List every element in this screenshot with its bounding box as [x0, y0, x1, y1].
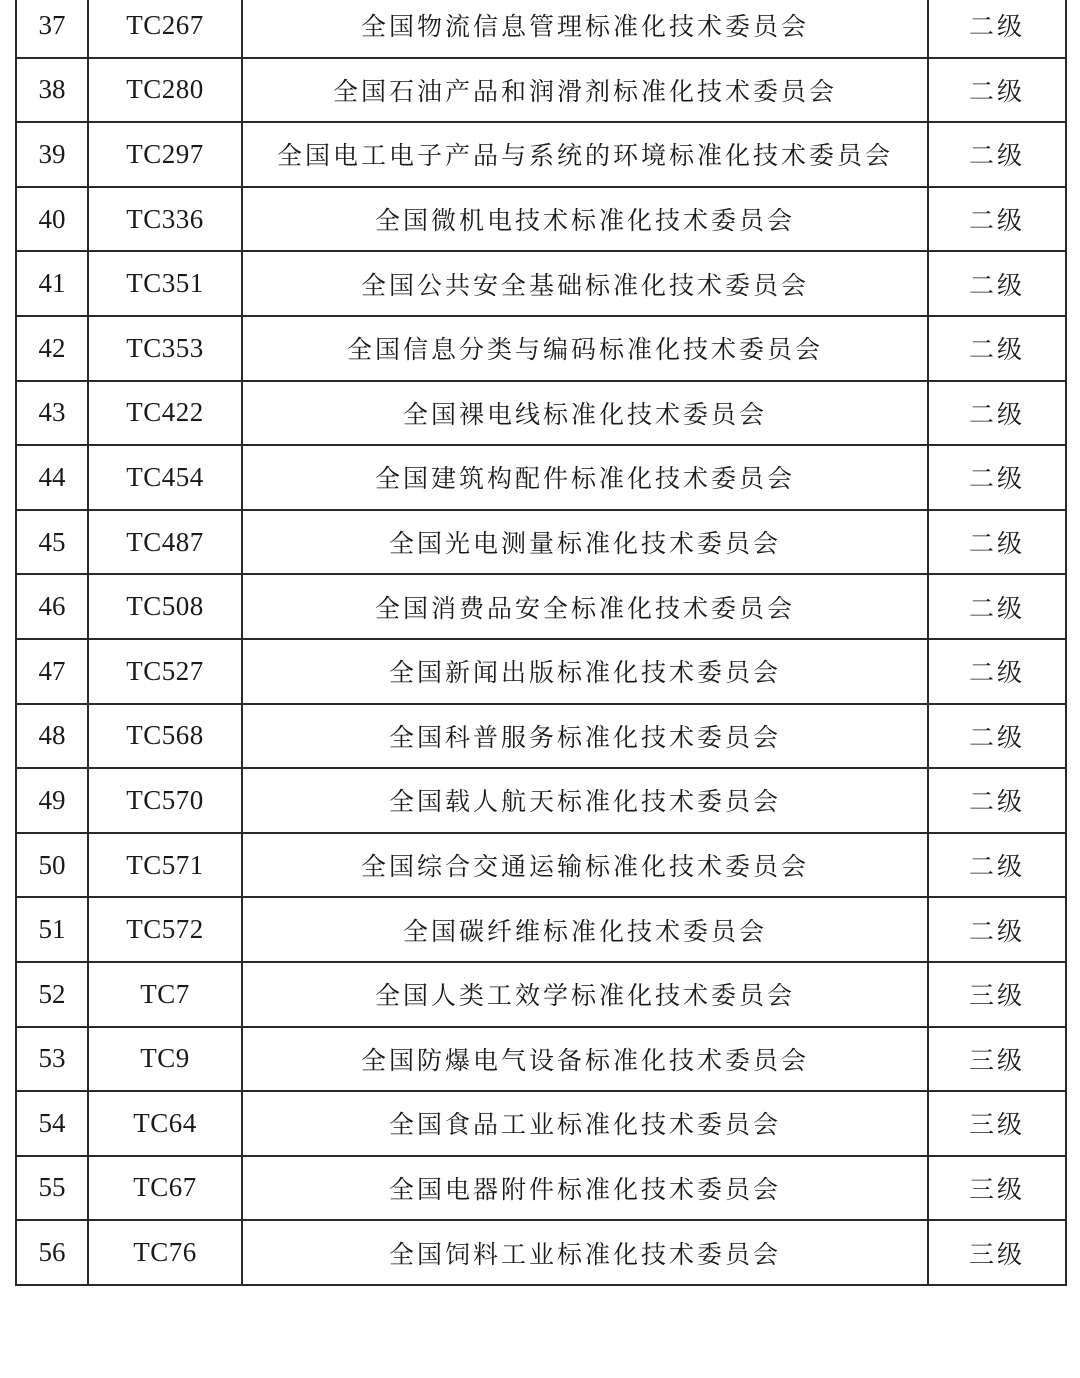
row-number-cell: 46 [16, 574, 88, 639]
committee-code-cell: TC351 [88, 251, 242, 316]
table-row [16, 1027, 1066, 1092]
table-row [16, 1156, 1066, 1221]
committee-level-cell: 二级 [928, 704, 1066, 769]
committee-code-cell: TC297 [88, 122, 242, 187]
committee-level-cell: 二级 [928, 445, 1066, 510]
committee-level-cell: 二级 [928, 833, 1066, 898]
committee-code-cell: TC571 [88, 833, 242, 898]
committee-name-cell: 全国碳纤维标准化技术委员会 [242, 897, 928, 962]
table-row [16, 316, 1066, 381]
table-row [16, 1220, 1066, 1285]
committee-name-cell: 全国建筑构配件标准化技术委员会 [242, 445, 928, 510]
committee-level-cell: 二级 [928, 510, 1066, 575]
committee-code-cell: TC568 [88, 704, 242, 769]
table-row [16, 1091, 1066, 1156]
committee-code-cell: TC7 [88, 962, 242, 1027]
table-row [16, 510, 1066, 575]
table-row [16, 187, 1066, 252]
row-number-cell: 47 [16, 639, 88, 704]
row-number-cell: 42 [16, 316, 88, 381]
committee-code-cell: TC76 [88, 1220, 242, 1285]
committee-code-cell: TC64 [88, 1091, 242, 1156]
committee-name-cell: 全国消费品安全标准化技术委员会 [242, 574, 928, 639]
committee-level-cell: 二级 [928, 381, 1066, 446]
committee-code-cell: TC487 [88, 510, 242, 575]
row-number-cell: 39 [16, 122, 88, 187]
committee-name-cell: 全国人类工效学标准化技术委员会 [242, 962, 928, 1027]
committee-name-cell: 全国电工电子产品与系统的环境标准化技术委员会 [242, 122, 928, 187]
committee-code-cell: TC570 [88, 768, 242, 833]
committee-code-cell: TC336 [88, 187, 242, 252]
committee-code-cell: TC422 [88, 381, 242, 446]
table-row [16, 639, 1066, 704]
committee-name-cell: 全国饲料工业标准化技术委员会 [242, 1220, 928, 1285]
committee-code-cell: TC280 [88, 58, 242, 123]
committee-code-cell: TC527 [88, 639, 242, 704]
table-row [16, 962, 1066, 1027]
row-number-cell: 44 [16, 445, 88, 510]
committee-name-cell: 全国物流信息管理标准化技术委员会 [242, 0, 928, 58]
table-row [16, 704, 1066, 769]
committee-level-cell: 三级 [928, 1156, 1066, 1221]
committee-level-cell: 二级 [928, 768, 1066, 833]
committee-name-cell: 全国防爆电气设备标准化技术委员会 [242, 1027, 928, 1092]
row-number-cell: 37 [16, 0, 88, 58]
committee-code-cell: TC508 [88, 574, 242, 639]
committee-name-cell: 全国载人航天标准化技术委员会 [242, 768, 928, 833]
committee-level-cell: 二级 [928, 639, 1066, 704]
row-number-cell: 45 [16, 510, 88, 575]
table-row [16, 0, 1066, 58]
table-row [16, 445, 1066, 510]
row-number-cell: 53 [16, 1027, 88, 1092]
committee-name-cell: 全国公共安全基础标准化技术委员会 [242, 251, 928, 316]
committee-level-cell: 三级 [928, 962, 1066, 1027]
committee-name-cell: 全国科普服务标准化技术委员会 [242, 704, 928, 769]
row-number-cell: 43 [16, 381, 88, 446]
committee-code-cell: TC353 [88, 316, 242, 381]
committee-code-cell: TC9 [88, 1027, 242, 1092]
table-row [16, 897, 1066, 962]
table-row [16, 574, 1066, 639]
committee-level-cell: 三级 [928, 1220, 1066, 1285]
row-number-cell: 54 [16, 1091, 88, 1156]
row-number-cell: 56 [16, 1220, 88, 1285]
row-number-cell: 55 [16, 1156, 88, 1221]
row-number-cell: 41 [16, 251, 88, 316]
document-page [15, 0, 1065, 1286]
table-row [16, 122, 1066, 187]
committee-name-cell: 全国综合交通运输标准化技术委员会 [242, 833, 928, 898]
committee-level-cell: 三级 [928, 1091, 1066, 1156]
committee-level-cell: 三级 [928, 1027, 1066, 1092]
row-number-cell: 48 [16, 704, 88, 769]
committee-name-cell: 全国新闻出版标准化技术委员会 [242, 639, 928, 704]
committee-code-cell: TC572 [88, 897, 242, 962]
committee-level-cell: 二级 [928, 58, 1066, 123]
committee-code-cell: TC267 [88, 0, 242, 58]
committee-code-cell: TC454 [88, 445, 242, 510]
committee-level-cell: 二级 [928, 122, 1066, 187]
table-row [16, 251, 1066, 316]
row-number-cell: 49 [16, 768, 88, 833]
row-number-cell: 38 [16, 58, 88, 123]
committee-name-cell: 全国微机电技术标准化技术委员会 [242, 187, 928, 252]
committee-code-cell: TC67 [88, 1156, 242, 1221]
committee-level-cell: 二级 [928, 187, 1066, 252]
committee-level-cell: 二级 [928, 0, 1066, 58]
committee-level-cell: 二级 [928, 316, 1066, 381]
committee-table-body [16, 0, 1066, 1285]
committee-name-cell: 全国石油产品和润滑剂标准化技术委员会 [242, 58, 928, 123]
committee-name-cell: 全国光电测量标准化技术委员会 [242, 510, 928, 575]
table-row [16, 381, 1066, 446]
committee-table [15, 0, 1067, 1286]
committee-name-cell: 全国食品工业标准化技术委员会 [242, 1091, 928, 1156]
committee-level-cell: 二级 [928, 897, 1066, 962]
row-number-cell: 51 [16, 897, 88, 962]
committee-name-cell: 全国裸电线标准化技术委员会 [242, 381, 928, 446]
committee-name-cell: 全国电器附件标准化技术委员会 [242, 1156, 928, 1221]
committee-name-cell: 全国信息分类与编码标准化技术委员会 [242, 316, 928, 381]
row-number-cell: 40 [16, 187, 88, 252]
table-row [16, 58, 1066, 123]
row-number-cell: 52 [16, 962, 88, 1027]
row-number-cell: 50 [16, 833, 88, 898]
committee-level-cell: 二级 [928, 251, 1066, 316]
table-row [16, 768, 1066, 833]
committee-level-cell: 二级 [928, 574, 1066, 639]
table-row [16, 833, 1066, 898]
